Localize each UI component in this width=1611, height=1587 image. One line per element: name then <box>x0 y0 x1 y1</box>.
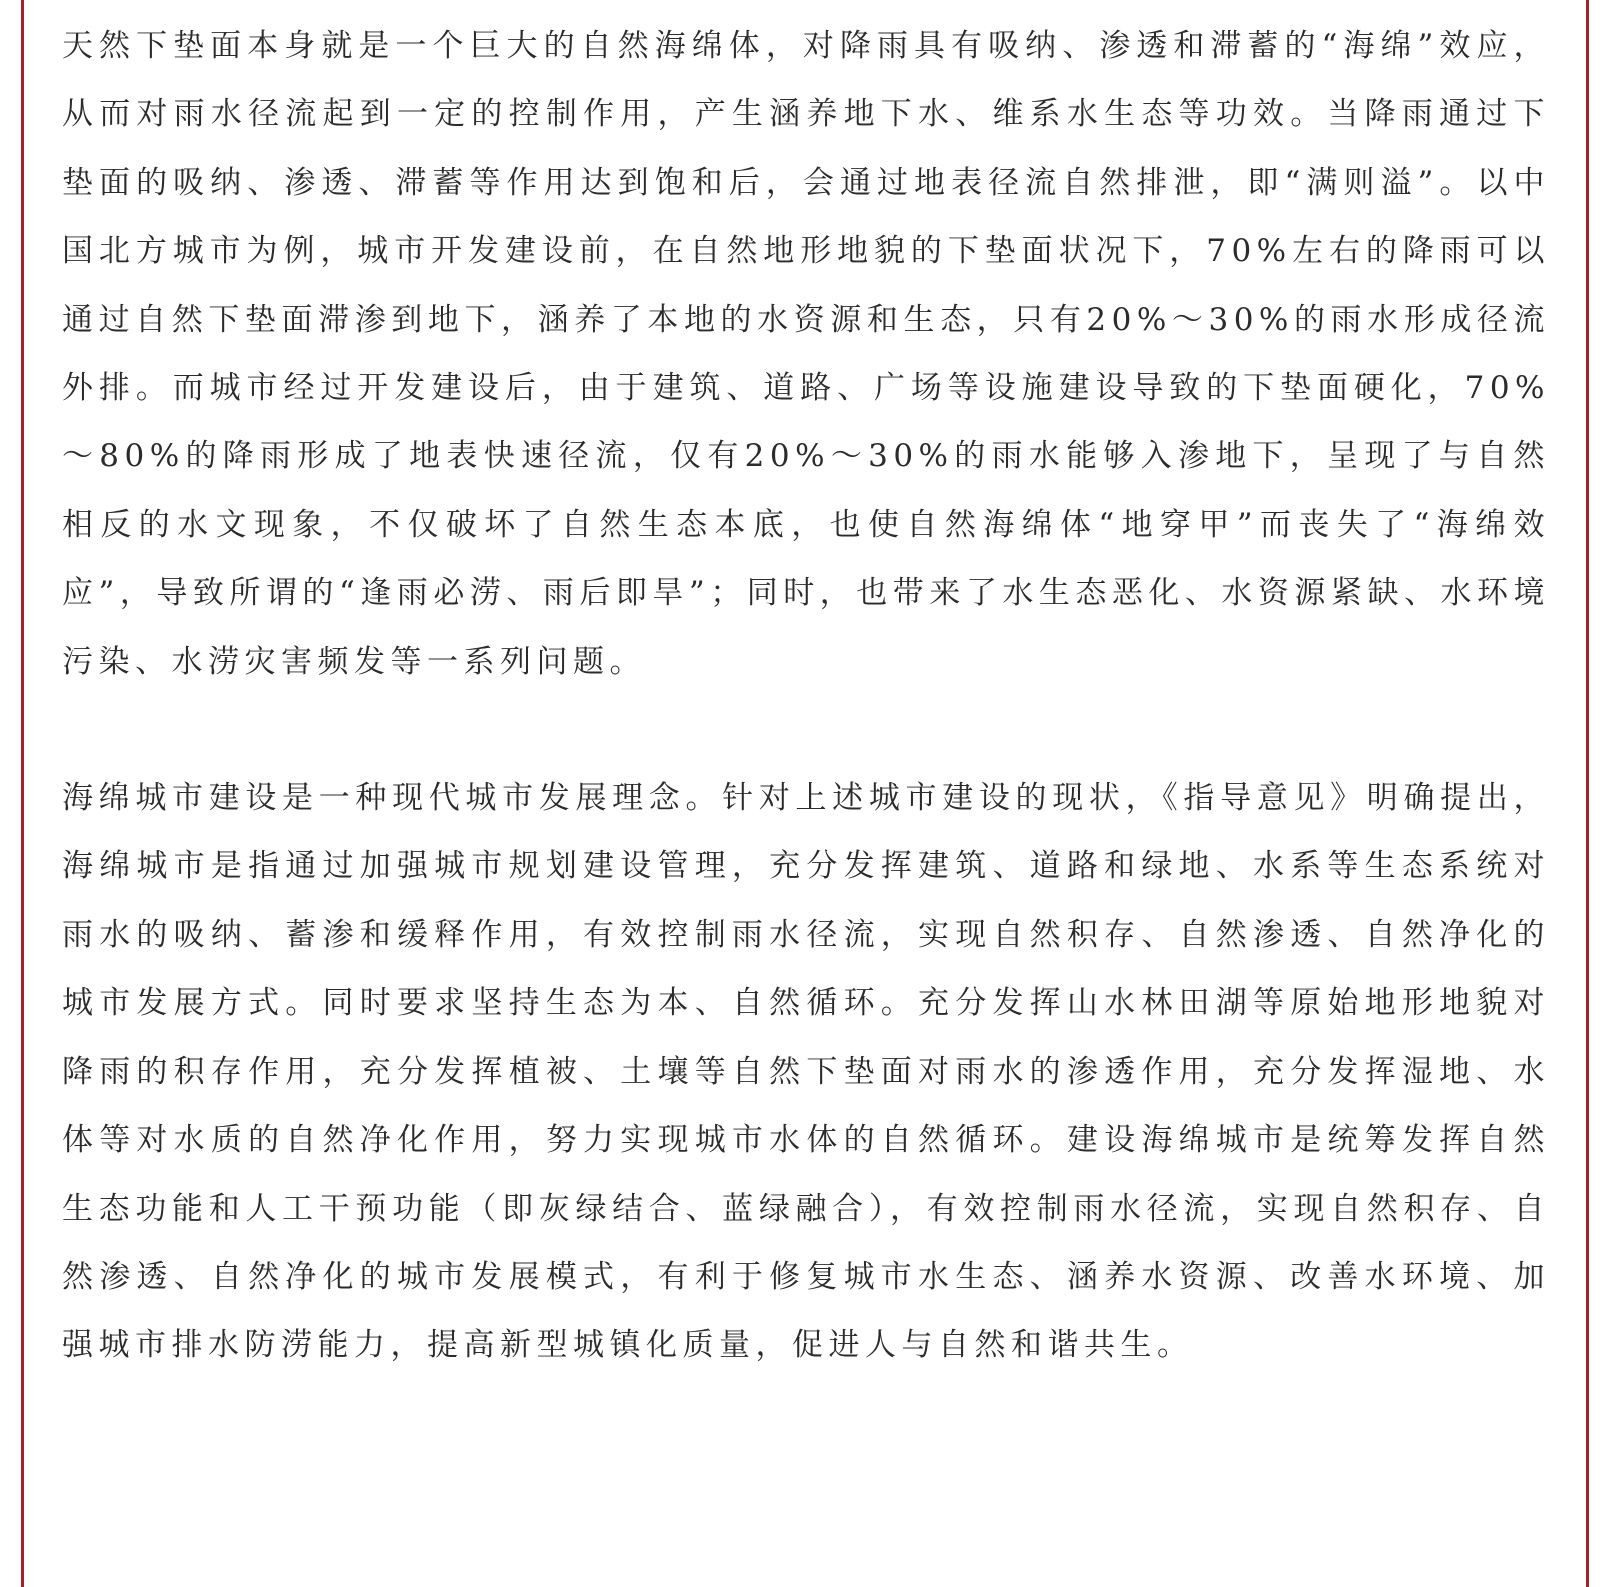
right-border-rule <box>1586 0 1589 1587</box>
paragraph-sponge-city-concept: 海绵城市建设是一种现代城市发展理念。针对上述城市建设的现状，《指导意见》明确提出，海绵城市是指通过加强城市规划建设管理，充分发挥建筑、道路和绿地、水系等生态系统对雨水的吸纳、蓄渗和缓释作用，有效控制雨水径流，实现自然积存、自然渗透、自然净化的城市发展方式。同时要求坚持生态为本、自然循环。充分发挥山水林田湖等原始地形地貌对降雨的积存作用，充分发挥植被、土壤等自然下垫面对雨水的渗透作用，充分发挥湿地、水体等对水质的自然净化作用，努力实现城市水体的自然循环。建设海绵城市是统筹发挥自然生态功能和人工干预功能（即灰绿结合、蓝绿融合），有效控制雨水径流，实现自然积存、自然渗透、自然净化的城市发展模式，有利于修复城市水生态、涵养水资源、改善水环境、加强城市排水防涝能力，提高新型城镇化质量，促进人与自然和谐共生。 <box>62 780 1550 1364</box>
left-border-rule <box>21 0 24 1587</box>
article-body <box>62 12 1550 1380</box>
paragraph-natural-sponge: 天然下垫面本身就是一个巨大的自然海绵体，对降雨具有吸纳、渗透和滞蓄的“海绵”效应，从而对雨水径流起到一定的控制作用，产生涵养地下水、维系水生态等功效。当降雨通过下垫面的吸纳、渗透、滞蓄等作用达到饱和后，会通过地表径流自然排泄，即“满则溢”。以中国北方城市为例，城市开发建设前，在自然地形地貌的下垫面状况下，70%左右的降雨可以通过自然下垫面滞渗到地下，涵养了本地的水资源和生态，只有20%～30%的雨水形成径流外排。而城市经过开发建设后，由于建筑、道路、广场等设施建设导致的下垫面硬化，70%～80%的降雨形成了地表快速径流，仅有20%～30%的雨水能够入渗地下，呈现了与自然相反的水文现象，不仅破坏了自然生态本底，也使自然海绵体“地穿甲”而丧失了“海绵效应”，导致所谓的“逢雨必涝、雨后即旱”；同时，也带来了水生态恶化、水资源紧缺、水环境污染、水涝灾害频发等一系列问题。 <box>62 28 1550 680</box>
